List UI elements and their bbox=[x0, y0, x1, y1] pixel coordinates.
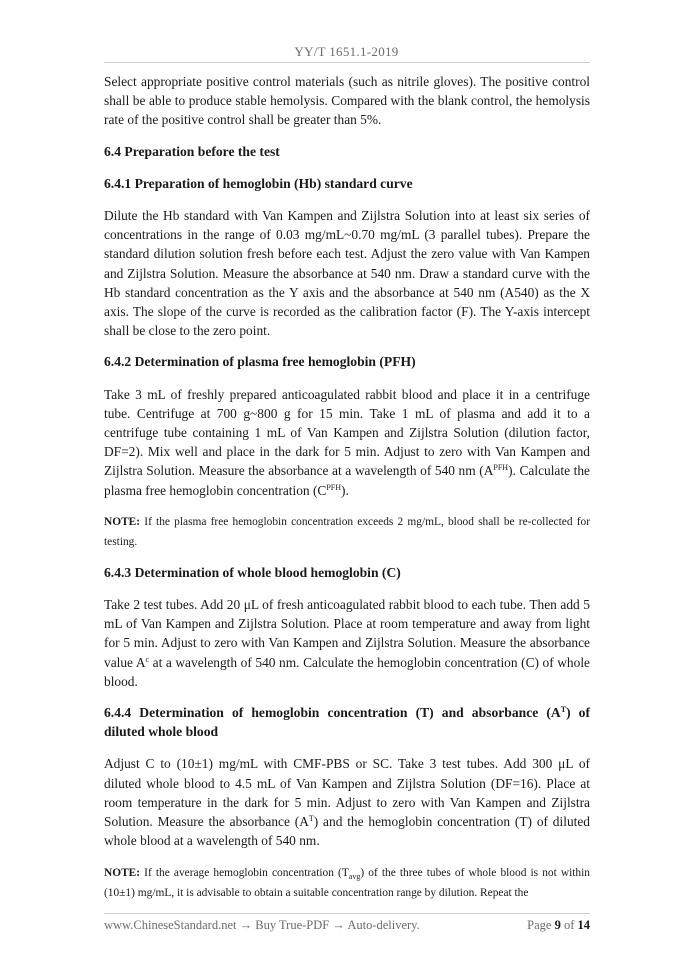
section-heading-6-4: 6.4 Preparation before the test bbox=[104, 143, 280, 159]
footer-rule bbox=[104, 913, 590, 914]
auto-delivery-text: Auto-delivery. bbox=[347, 918, 420, 932]
section-heading-6-4-1: 6.4.1 Preparation of hemoglobin (Hb) standard curve bbox=[104, 175, 413, 191]
page-header: YY/T 1651.1-2019 bbox=[294, 44, 399, 59]
heading-6-4-4-part-a: 6.4.4 Determination of hemoglobin concentration (T) and absorbance (A bbox=[104, 705, 561, 721]
paragraph-6-4-4-part-a: Adjust C to (10±1) mg/mL with CMF-PBS or SC. Take 3 test tubes. Add 300 μL of diluted whole blood to 4.5 mL of Van Kampen and Zijlstra Solution (DF=16). Place at room temperature in the dark for 5 min. Adjust to zero with Van Kampen and Zijlstra Solution. Measure the absorbance (A bbox=[104, 756, 590, 830]
arrow-right-icon: → bbox=[239, 918, 253, 932]
subscript-avg: avg bbox=[348, 871, 361, 881]
site-link[interactable]: www.ChineseStandard.net bbox=[104, 918, 237, 932]
note-label: NOTE: bbox=[104, 515, 141, 528]
page-current: 9 bbox=[554, 918, 561, 932]
note-text-part-a: If the average hemoglobin concentration (T bbox=[140, 866, 349, 879]
note-text-part-b: ) of the three tubes of whole blood is not within (10±1) mg/mL, it is advisable to obtain a suitable concentration range by dilution. Repeat the bbox=[104, 866, 590, 899]
paragraph-6-4-2 bbox=[104, 385, 590, 500]
section-heading-6-4-4 bbox=[104, 703, 590, 741]
page-number bbox=[527, 918, 590, 933]
paragraph-6-4-1: Dilute the Hb standard with Van Kampen and Zijlstra Solution into at least six series of concentrations in the range of 0.03 mg/mL~0.70 mg/mL (3 parallel tubes). Prepare the standard dilution solution fresh before each test. Adjust the zero value with Van Kampen and Zijlstra Solution. Measure the absorbance at 540 nm. Draw a standard curve with the Hb standard concentration as the Y axis and the absorbance at 540 nm (A540) as the X axis. The slope of the curve is recorded as the calibration factor (F). The Y-axis intercept shall be close to the zero point. bbox=[104, 208, 590, 339]
note-label: NOTE: bbox=[104, 866, 141, 879]
footer-links bbox=[104, 918, 420, 933]
paragraph-6-4-4-part-b: ) and the hemoglobin concentration (T) of diluted whole blood at a wavelength of 540 nm. bbox=[104, 814, 590, 849]
paragraph-6-4-3-part-b: at a wavelength of 540 nm. Calculate the hemoglobin concentration (C) of whole blood. bbox=[104, 654, 590, 689]
of-label: of bbox=[563, 918, 575, 932]
note-average bbox=[104, 863, 590, 903]
note-text: If the plasma free hemoglobin concentration exceeds 2 mg/mL, blood shall be re-collected for testing. bbox=[104, 515, 590, 548]
superscript-c: c bbox=[145, 654, 150, 664]
paragraph-6-4-2-part-c: ). bbox=[341, 482, 349, 498]
header-rule bbox=[104, 62, 590, 63]
superscript-pfh: PFH bbox=[493, 463, 509, 473]
document-body bbox=[104, 72, 590, 914]
section-heading-6-4-2: 6.4.2 Determination of plasma free hemoglobin (PFH) bbox=[104, 354, 416, 370]
superscript-pfh: PFH bbox=[326, 482, 342, 492]
heading-6-4-4-part-b: ) of diluted whole blood bbox=[104, 705, 591, 740]
paragraph-6-4-2-part-b: ). Calculate the plasma free hemoglobin concentration (C bbox=[104, 463, 590, 498]
arrow-right-icon: → bbox=[332, 918, 345, 932]
paragraph-6-4-3-part-a: Take 2 test tubes. Add 20 μL of fresh anticoagulated rabbit blood to each tube. Then add 5 mL of Van Kampen and Zijlstra Solution. Place at room temperature and away from light for 5 min. Adjust to zero with Van Kampen and Zijlstra Solution. Measure the absorbance value A bbox=[104, 597, 590, 670]
section-heading-6-4-3: 6.4.3 Determination of whole blood hemoglobin (C) bbox=[104, 564, 401, 580]
superscript-t: T bbox=[560, 705, 567, 715]
page-label: Page bbox=[527, 918, 552, 932]
paragraph-6-4-3 bbox=[104, 595, 590, 691]
paragraph-6-4-2-part-a: Take 3 mL of freshly prepared anticoagulated rabbit blood and place it in a centrifuge tube. Centrifuge at 700 g~800 g for 15 min. Take 1 mL of plasma and add it to a centrifuge tube containing 1 mL of Van Kampen and Zijlstra Solution (dilution factor, DF=2). Mix well and place in the dark for 5 min. Adjust to zero with Van Kampen and Zijlstra Solution. Measure the absorbance at a wavelength of 540 nm (A bbox=[104, 386, 590, 479]
superscript-t: T bbox=[308, 814, 314, 824]
paragraph-6-4-4 bbox=[104, 754, 590, 850]
intro-paragraph: Select appropriate positive control materials (such as nitrile gloves). The positive control shall be able to produce stable hemolysis. Compared with the blank control, the hemolysis rate of the positive control shall be greater than 5%. bbox=[104, 74, 590, 128]
buy-pdf-link[interactable]: Buy True-PDF bbox=[255, 918, 330, 932]
page-total: 14 bbox=[577, 918, 590, 932]
note-plasma bbox=[104, 512, 590, 552]
